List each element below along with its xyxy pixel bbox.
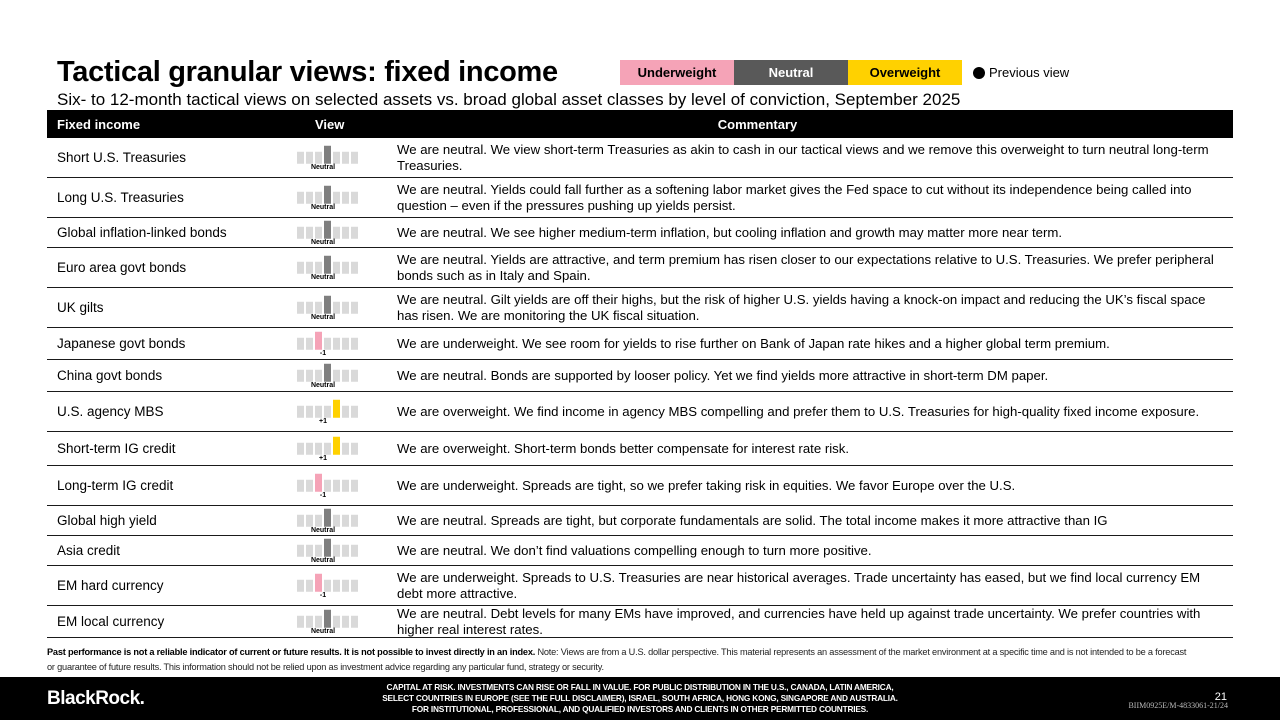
view-scale-segment (333, 615, 340, 627)
table-row (47, 248, 1233, 288)
view-indicator (287, 432, 397, 465)
view-scale-segment (342, 226, 349, 238)
view-indicator (287, 392, 397, 431)
view-scale-segment (315, 301, 322, 313)
view-indicator (287, 360, 397, 391)
view-scale-segment (351, 261, 358, 273)
view-scale-segment (315, 191, 322, 203)
view-scale-segment (351, 544, 358, 556)
view-scale-segment (297, 369, 304, 381)
footer-notice-line-3: FOR INSTITUTIONAL, PROFESSIONAL, AND QUALIFIED INVESTORS AND CLIENTS IN OTHER PERMITTED COUNTRIES. (411, 704, 869, 714)
view-label: Neutral (310, 274, 336, 281)
view-scale-segment (333, 579, 340, 591)
view-label: -1 (319, 492, 327, 499)
commentary: We are underweight. Spreads are tight, so we prefer taking risk in equities. We favor Europe over the U.S. (397, 477, 1016, 493)
view-scale-segment (306, 191, 313, 203)
commentary: We are neutral. Gilt yields are off their highs, but the risk of higher U.S. yields having a knock-on impact and reducing the UK’s fiscal space has risen. We are monitoring the UK fiscal situation. (397, 291, 1206, 323)
view-scale-segment (351, 151, 358, 163)
view-scale-segment (333, 261, 340, 273)
view-scale-segment (351, 337, 358, 349)
page-number: 21 (1214, 691, 1227, 703)
view-scale-segment (351, 442, 358, 454)
view-scale-segment (351, 226, 358, 238)
view-indicator (287, 138, 397, 177)
view-scale-segment (306, 226, 313, 238)
view-scale (297, 363, 360, 381)
view-scale (297, 573, 360, 591)
view-scale-segment (324, 220, 331, 238)
view-scale-segment (333, 151, 340, 163)
disclaimer (47, 645, 1187, 675)
view-scale-segment (342, 579, 349, 591)
table-row (47, 606, 1233, 638)
view-indicator (287, 566, 397, 605)
view-label: Neutral (310, 204, 336, 211)
view-legend (620, 60, 1069, 85)
view-scale-segment (315, 544, 322, 556)
table-row (47, 138, 1233, 178)
table-body (47, 138, 1233, 638)
legend-overweight: Overweight (848, 60, 962, 85)
view-scale-segment (297, 615, 304, 627)
view-scale-segment (351, 579, 358, 591)
view-scale-segment (324, 295, 331, 313)
view-scale (297, 538, 360, 556)
header-fixed-income: Fixed income (57, 116, 141, 132)
view-label: Neutral (310, 314, 336, 321)
view-scale-segment (297, 514, 304, 526)
view-scale-segment (315, 331, 322, 349)
view-scale-segment (315, 473, 322, 491)
view-label: -1 (319, 592, 327, 599)
asset-name: Global inflation-linked bonds (57, 225, 227, 240)
previous-view-dot-icon (973, 67, 985, 79)
view-scale-segment (324, 145, 331, 163)
view-scale-segment (351, 301, 358, 313)
view-scale-segment (333, 337, 340, 349)
asset-name: U.S. agency MBS (57, 404, 164, 419)
header-commentary: Commentary (717, 116, 798, 132)
view-scale-segment (342, 514, 349, 526)
view-indicator (287, 466, 397, 505)
footer-notice-line-1: CAPITAL AT RISK. INVESTMENTS CAN RISE OR FALL IN VALUE. FOR PUBLIC DISTRIBUTION IN THE U.S., CANADA, LATIN AMERICA, (386, 682, 894, 692)
view-scale-segment (342, 544, 349, 556)
view-scale-segment (297, 405, 304, 417)
view-scale-segment (333, 436, 340, 454)
document-code: BIIM0925E/M-4833061-21/24 (1128, 701, 1228, 710)
view-scale-segment (324, 579, 331, 591)
view-scale-segment (333, 514, 340, 526)
asset-name: China govt bonds (57, 368, 163, 383)
table-row (47, 360, 1233, 392)
view-label: Neutral (310, 239, 336, 246)
view-scale (297, 508, 360, 526)
view-scale-segment (297, 151, 304, 163)
view-scale-segment (297, 301, 304, 313)
view-scale-segment (324, 508, 331, 526)
view-scale-segment (324, 255, 331, 273)
view-indicator (287, 248, 397, 287)
commentary: We are neutral. We view short-term Treasuries as akin to cash in our tactical views and we remove this overweight to turn neutral long-term Treasuries. (397, 141, 1209, 173)
table-row (47, 288, 1233, 328)
asset-name: EM hard currency (57, 578, 164, 593)
table-row (47, 432, 1233, 466)
view-label: Neutral (310, 628, 336, 635)
view-scale-segment (342, 479, 349, 491)
view-scale (297, 436, 360, 454)
view-scale (297, 473, 360, 491)
asset-name: Japanese govt bonds (57, 336, 186, 351)
view-scale-segment (306, 442, 313, 454)
view-scale-segment (315, 514, 322, 526)
view-scale-segment (342, 369, 349, 381)
disclaimer-bold: Past performance is not a reliable indicator of current or future results. It is not possible to invest directly in an index. (47, 647, 536, 657)
view-scale-segment (351, 479, 358, 491)
view-indicator (287, 288, 397, 327)
view-scale-segment (333, 226, 340, 238)
table-row (47, 218, 1233, 248)
view-scale-segment (342, 442, 349, 454)
view-scale-segment (351, 369, 358, 381)
view-scale-segment (306, 514, 313, 526)
view-scale-segment (342, 151, 349, 163)
view-indicator (287, 178, 397, 217)
view-scale-segment (306, 579, 313, 591)
legend-neutral: Neutral (734, 60, 848, 85)
view-scale (297, 220, 360, 238)
blackrock-logo: BlackRock. (47, 688, 145, 709)
view-scale (297, 295, 360, 313)
view-scale-segment (351, 514, 358, 526)
table-row (47, 566, 1233, 606)
view-scale-segment (315, 405, 322, 417)
view-scale-segment (306, 479, 313, 491)
view-scale-segment (306, 261, 313, 273)
footer (0, 677, 1280, 720)
commentary: We are overweight. We find income in agency MBS compelling and prefer them to U.S. Treasuries for high-quality fixed income exposure. (397, 403, 1200, 419)
view-scale-segment (351, 191, 358, 203)
view-scale-segment (342, 261, 349, 273)
view-scale-segment (351, 615, 358, 627)
table-row (47, 536, 1233, 566)
view-scale-segment (315, 226, 322, 238)
view-label: Neutral (310, 557, 336, 564)
view-scale (297, 331, 360, 349)
view-scale-segment (324, 442, 331, 454)
view-indicator (287, 506, 397, 535)
disclaimer-text: Note: Views are from a U.S. dollar perspective. This material represents an assessment of the market environment at a specific time and is not intended to be a forecast or guarantee of future results. This information should not be relied upon as investment advice regarding any particular fund, strategy or security. (47, 647, 1187, 672)
legend-previous-label: Previous view (989, 65, 1070, 80)
view-scale-segment (324, 538, 331, 556)
fixed-income-table (47, 110, 1233, 638)
view-scale-segment (333, 301, 340, 313)
view-scale-segment (297, 479, 304, 491)
commentary: We are neutral. Yields are attractive, and term premium has risen closer to our expectations relative to U.S. Treasuries. We prefer peripheral bonds such as in Italy and Spain. (397, 251, 1214, 283)
asset-name: Asia credit (57, 543, 121, 558)
view-scale-segment (306, 301, 313, 313)
legend-underweight: Underweight (620, 60, 734, 85)
view-scale (297, 399, 360, 417)
view-label: +1 (319, 418, 327, 425)
view-scale-segment (342, 301, 349, 313)
view-label: -1 (319, 350, 327, 357)
view-scale (297, 255, 360, 273)
view-scale-segment (306, 369, 313, 381)
asset-name: Euro area govt bonds (57, 260, 187, 275)
view-indicator (287, 536, 397, 565)
view-scale-segment (306, 615, 313, 627)
view-scale-segment (297, 337, 304, 349)
view-scale-segment (333, 479, 340, 491)
commentary: We are underweight. We see room for yields to rise further on Bank of Japan rate hikes and a higher global term premium. (397, 335, 1110, 351)
commentary: We are overweight. Short-term bonds better compensate for interest rate risk. (397, 440, 849, 456)
asset-name: Short U.S. Treasuries (57, 150, 187, 165)
footer-notice (340, 682, 940, 715)
commentary: We are neutral. We don’t find valuations compelling enough to turn more positive. (397, 542, 872, 558)
view-label: +1 (319, 455, 327, 462)
view-scale-segment (315, 369, 322, 381)
view-scale-segment (306, 151, 313, 163)
view-scale-segment (324, 405, 331, 417)
view-scale (297, 185, 360, 203)
view-scale-segment (297, 226, 304, 238)
view-scale-segment (324, 337, 331, 349)
view-scale-segment (297, 191, 304, 203)
footer-notice-line-2: SELECT COUNTRIES IN EUROPE (SEE THE FULL DISCLAIMER), ISRAEL, SOUTH AFRICA, HONG KONG, SINGAPORE AND AUSTRALIA. (382, 693, 898, 703)
view-scale-segment (333, 191, 340, 203)
asset-name: EM local currency (57, 614, 165, 629)
view-scale-segment (324, 363, 331, 381)
commentary: We are neutral. Debt levels for many EMs have improved, and currencies have held up against trade uncertainty. We prefer countries with higher real interest rates. (397, 605, 1201, 637)
view-scale (297, 145, 360, 163)
view-scale-segment (315, 573, 322, 591)
view-scale-segment (324, 185, 331, 203)
view-scale-segment (342, 405, 349, 417)
header-view: View (315, 116, 345, 132)
view-scale-segment (297, 579, 304, 591)
view-scale-segment (297, 544, 304, 556)
asset-name: UK gilts (57, 300, 104, 315)
view-scale-segment (297, 261, 304, 273)
table-header (47, 110, 1233, 138)
legend-previous-view (973, 65, 1069, 80)
view-scale-segment (342, 191, 349, 203)
view-scale (297, 609, 360, 627)
view-scale-segment (333, 399, 340, 417)
view-scale-segment (324, 609, 331, 627)
view-scale-segment (333, 369, 340, 381)
view-scale-segment (342, 337, 349, 349)
view-indicator (287, 218, 397, 247)
view-indicator (287, 606, 397, 637)
view-scale-segment (351, 405, 358, 417)
commentary: We are neutral. Spreads are tight, but corporate fundamentals are solid. The total income makes it more attractive than IG (397, 512, 1108, 528)
view-scale-segment (306, 544, 313, 556)
table-row (47, 178, 1233, 218)
table-row (47, 506, 1233, 536)
table-row (47, 328, 1233, 360)
view-scale-segment (306, 337, 313, 349)
asset-name: Global high yield (57, 513, 157, 528)
asset-name: Long U.S. Treasuries (57, 190, 184, 205)
page-subtitle: Six- to 12-month tactical views on selected assets vs. broad global asset classes by level of conviction, September 2025 (57, 90, 961, 109)
commentary: We are neutral. Bonds are supported by looser policy. Yet we find yields more attractive in short-term DM paper. (397, 367, 1049, 383)
view-scale-segment (333, 544, 340, 556)
view-scale-segment (324, 479, 331, 491)
commentary: We are neutral. Yields could fall further as a softening labor market gives the Fed space to cut without its independence being called into question – even if the pressures pushing up yields persist. (397, 181, 1192, 213)
view-scale-segment (297, 442, 304, 454)
asset-name: Long-term IG credit (57, 478, 174, 493)
view-label: Neutral (310, 382, 336, 389)
view-scale-segment (315, 151, 322, 163)
view-scale-segment (306, 405, 313, 417)
page-title: Tactical granular views: fixed income (57, 56, 558, 88)
view-label: Neutral (310, 164, 336, 171)
view-scale-segment (315, 261, 322, 273)
table-row (47, 392, 1233, 432)
view-scale-segment (315, 615, 322, 627)
view-scale-segment (315, 442, 322, 454)
view-scale-segment (342, 615, 349, 627)
commentary: We are neutral. We see higher medium-term inflation, but cooling inflation and growth may matter more near term. (397, 224, 1063, 240)
view-indicator (287, 328, 397, 359)
table-row (47, 466, 1233, 506)
commentary: We are underweight. Spreads to U.S. Treasuries are near historical averages. Trade uncertainty has eased, but we find local currency EM debt more attractive. (397, 569, 1201, 601)
view-label: Neutral (310, 527, 336, 534)
asset-name: Short-term IG credit (57, 441, 176, 456)
